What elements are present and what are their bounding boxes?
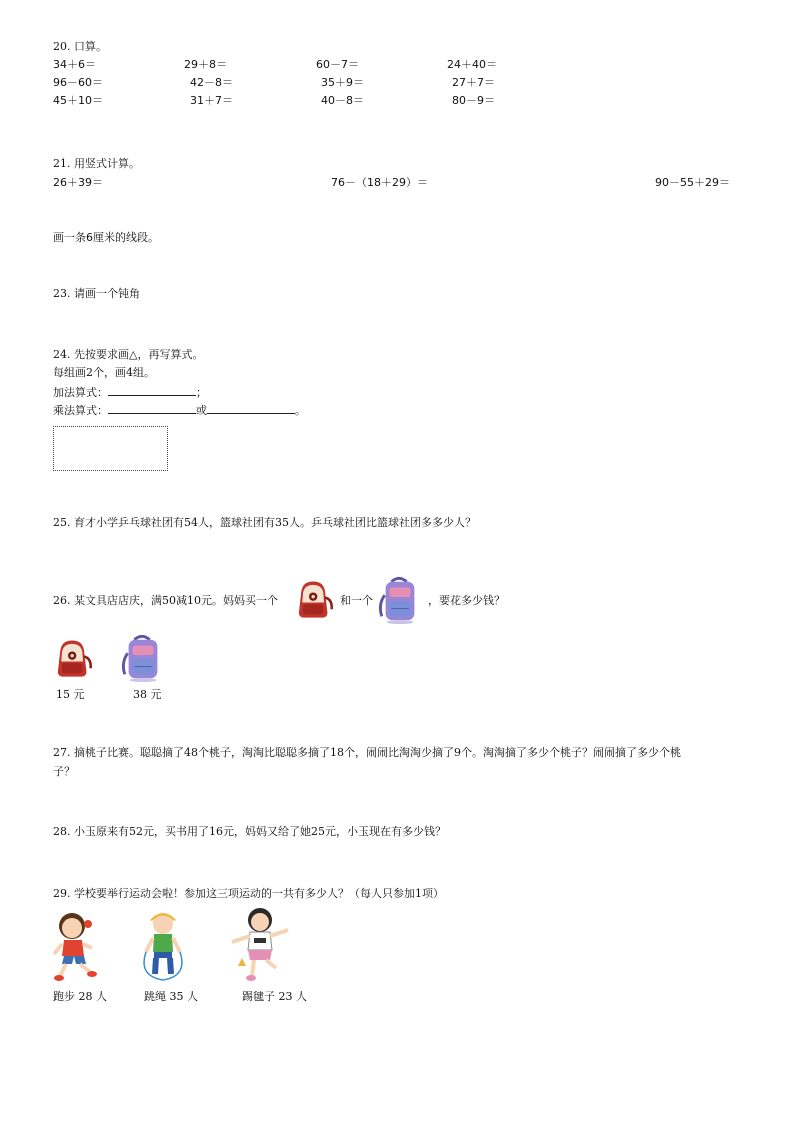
q23-text: 23. 请画一个钝角 bbox=[53, 287, 140, 300]
q20-expr: 80－9＝ bbox=[452, 94, 495, 107]
q20-expr: 96－60＝ bbox=[53, 76, 103, 89]
drawing-box[interactable] bbox=[53, 426, 168, 471]
q20-expr: 27＋7＝ bbox=[452, 76, 495, 89]
caption-kick: 踢毽子 23 人 bbox=[242, 990, 307, 1003]
q21-expr: 76－（18＋29）＝ bbox=[331, 176, 428, 189]
purple-backpack-image bbox=[376, 574, 424, 626]
jump-rope-boy-image bbox=[136, 910, 190, 982]
q20-expr: 24＋40＝ bbox=[447, 58, 497, 71]
purple-backpack-image bbox=[119, 632, 167, 684]
q20-expr: 40－8＝ bbox=[321, 94, 364, 107]
q21-expr: 26＋39＝ bbox=[53, 176, 103, 189]
price-label: 15 元 bbox=[56, 688, 85, 701]
red-backpack-image bbox=[52, 636, 94, 682]
q21-expr: 90－55＋29＝ bbox=[655, 176, 730, 189]
running-girl-image bbox=[50, 910, 104, 984]
q20-expr: 60－7＝ bbox=[316, 58, 359, 71]
q24-mul-row bbox=[53, 402, 306, 418]
red-backpack-image bbox=[293, 578, 335, 622]
q22-text: 画一条6厘米的线段。 bbox=[53, 231, 159, 244]
q20-expr: 42－8＝ bbox=[190, 76, 233, 89]
answer-blank[interactable] bbox=[108, 384, 196, 396]
q27-line1: 27. 摘桃子比赛。聪聪摘了48个桃子，淘淘比聪聪多摘了18个，闹闹比淘淘少摘了9个。淘淘摘了多少个桃子？闹闹摘了多少个桃 bbox=[53, 746, 681, 759]
q25-text: 25. 育才小学乒乓球社团有54人，篮球社团有35人。乒乓球社团比篮球社团多多少人？ bbox=[53, 516, 476, 529]
q20-expr: 45＋10＝ bbox=[53, 94, 103, 107]
q24-add-label: 加法算式： bbox=[53, 386, 108, 399]
q21-title: 21. 用竖式计算。 bbox=[53, 157, 140, 170]
q24-mul-mid: 或 bbox=[196, 404, 207, 417]
answer-blank[interactable] bbox=[207, 402, 295, 414]
q20-expr: 34＋6＝ bbox=[53, 58, 96, 71]
shuttlecock-girl-image bbox=[224, 906, 294, 984]
q28-text: 28. 小玉原来有52元，买书用了16元，妈妈又给了她25元，小玉现在有多少钱？ bbox=[53, 825, 446, 838]
q27-line2: 子？ bbox=[53, 765, 75, 778]
q29-text: 29. 学校要举行运动会啦！参加这三项运动的一共有多少人？（每人只参加1项） bbox=[53, 887, 444, 900]
caption-rope: 跳绳 35 人 bbox=[144, 990, 198, 1003]
q26-text-c: ，要花多少钱？ bbox=[428, 594, 505, 607]
answer-blank[interactable] bbox=[108, 402, 196, 414]
caption-run: 跑步 28 人 bbox=[53, 990, 107, 1003]
q20-expr: 29＋8＝ bbox=[184, 58, 227, 71]
q20-title: 20. 口算。 bbox=[53, 40, 107, 53]
q26-text-b: 和一个 bbox=[340, 594, 373, 607]
q24-rule: 每组画2个，画4组。 bbox=[53, 366, 155, 379]
q24-add-row bbox=[53, 384, 207, 400]
q24-mul-label: 乘法算式： bbox=[53, 404, 108, 417]
q24-add-end: ； bbox=[196, 386, 207, 399]
q20-expr: 35＋9＝ bbox=[321, 76, 364, 89]
price-label: 38 元 bbox=[133, 688, 162, 701]
q26-text-a: 26. 某文具店店庆，满50减10元。妈妈买一个 bbox=[53, 594, 278, 607]
q20-expr: 31＋7＝ bbox=[190, 94, 233, 107]
q24-mul-end: 。 bbox=[295, 404, 306, 417]
q24-title: 24. 先按要求画△，再写算式。 bbox=[53, 348, 204, 361]
